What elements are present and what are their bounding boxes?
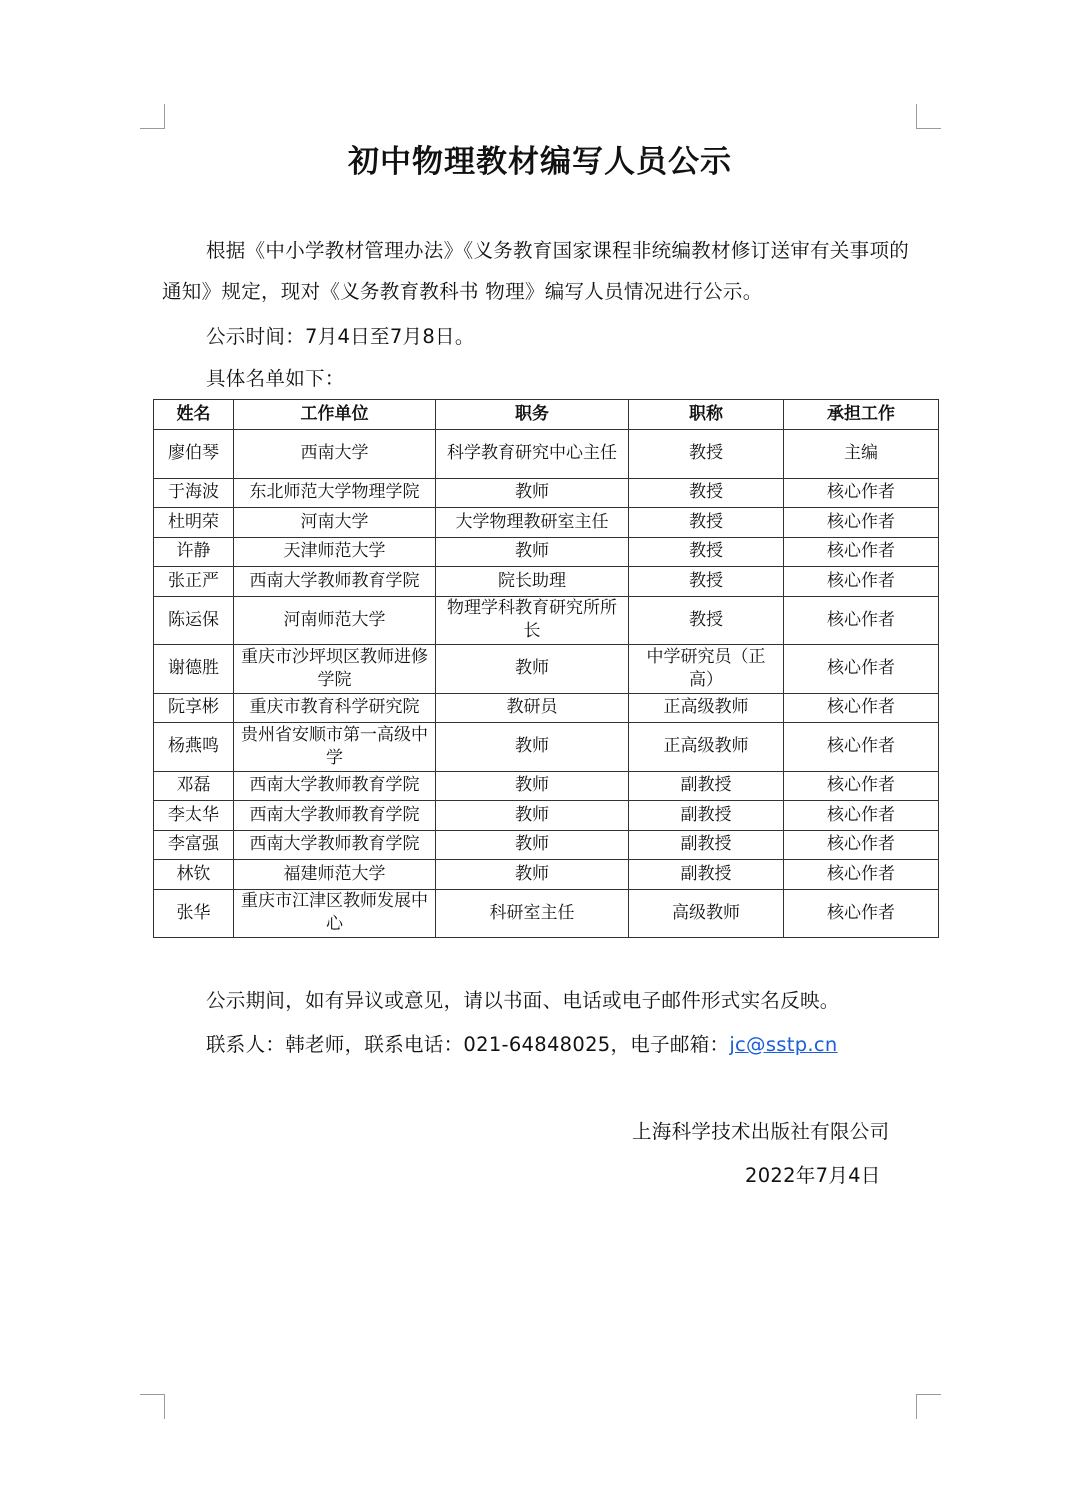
cell-title: 副教授 <box>629 801 784 831</box>
table-row <box>154 645 939 694</box>
cell-name: 李太华 <box>154 801 234 831</box>
header-name: 姓名 <box>154 400 234 430</box>
list-intro: 具体名单如下： <box>206 367 345 390</box>
cell-title: 教授 <box>629 508 784 538</box>
cell-position: 教师 <box>436 771 629 801</box>
table-row <box>154 537 939 567</box>
cell-position: 大学物理教研室主任 <box>436 508 629 538</box>
cell-name: 于海波 <box>154 478 234 508</box>
page-title: 初中物理教材编写人员公示 <box>348 144 732 180</box>
cell-name: 杨燕鸣 <box>154 723 234 772</box>
crop-mark-bottom-left <box>140 1394 165 1419</box>
cell-workplace: 重庆市教育科学研究院 <box>234 693 436 723</box>
cell-title: 教授 <box>629 567 784 597</box>
crop-mark-top-right <box>916 104 941 129</box>
cell-position: 教师 <box>436 645 629 694</box>
cell-role: 核心作者 <box>784 723 939 772</box>
cell-workplace: 贵州省安顺市第一高级中学 <box>234 723 436 772</box>
cell-title: 教授 <box>629 430 784 479</box>
contact-line <box>162 1024 922 1065</box>
cell-name: 李富强 <box>154 830 234 860</box>
cell-title: 副教授 <box>629 860 784 890</box>
cell-name: 张华 <box>154 889 234 938</box>
cell-title: 副教授 <box>629 830 784 860</box>
table-row <box>154 801 939 831</box>
table-header-row <box>154 400 939 430</box>
cell-role: 核心作者 <box>784 693 939 723</box>
cell-position: 教师 <box>436 860 629 890</box>
header-title: 职称 <box>629 400 784 430</box>
email-link[interactable]: jc@sstp.cn <box>729 1033 838 1056</box>
cell-role: 核心作者 <box>784 645 939 694</box>
cell-workplace: 西南大学教师教育学院 <box>234 771 436 801</box>
cell-workplace: 西南大学 <box>234 430 436 479</box>
crop-mark-top-left <box>140 104 165 129</box>
cell-position: 教师 <box>436 801 629 831</box>
table-row <box>154 771 939 801</box>
cell-workplace: 重庆市沙坪坝区教师进修学院 <box>234 645 436 694</box>
cell-role: 核心作者 <box>784 508 939 538</box>
cell-workplace: 天津师范大学 <box>234 537 436 567</box>
cell-name: 陈运保 <box>154 596 234 645</box>
table-row <box>154 508 939 538</box>
cell-role: 核心作者 <box>784 771 939 801</box>
cell-workplace: 西南大学教师教育学院 <box>234 567 436 597</box>
cell-position: 教师 <box>436 723 629 772</box>
cell-name: 张正严 <box>154 567 234 597</box>
cell-title: 高级教师 <box>629 889 784 938</box>
cell-workplace: 河南师范大学 <box>234 596 436 645</box>
cell-name: 阮享彬 <box>154 693 234 723</box>
cell-name: 廖伯琴 <box>154 430 234 479</box>
cell-position: 科学教育研究中心主任 <box>436 430 629 479</box>
cell-role: 核心作者 <box>784 537 939 567</box>
cell-position: 教师 <box>436 537 629 567</box>
publicity-period: 公示时间：7月4日至7月8日。 <box>206 325 475 348</box>
cell-name: 谢德胜 <box>154 645 234 694</box>
header-position: 职务 <box>436 400 629 430</box>
table-row <box>154 860 939 890</box>
table-row <box>154 430 939 479</box>
cell-role: 核心作者 <box>784 801 939 831</box>
intro-paragraph: 根据《中小学教材管理办法》《义务教育国家课程非统编教材修订送审有关事项的通知》规定，现对《义务教育教科书 物理》编写人员情况进行公示。 <box>162 239 910 303</box>
cell-position: 科研室主任 <box>436 889 629 938</box>
cell-name: 邓磊 <box>154 771 234 801</box>
cell-title: 教授 <box>629 478 784 508</box>
cell-workplace: 西南大学教师教育学院 <box>234 830 436 860</box>
objection-note: 公示期间，如有异议或意见，请以书面、电话或电子邮件形式实名反映。 <box>206 989 840 1012</box>
cell-role: 主编 <box>784 430 939 479</box>
cell-name: 许静 <box>154 537 234 567</box>
cell-position: 院长助理 <box>436 567 629 597</box>
cell-title: 教授 <box>629 596 784 645</box>
cell-position: 教师 <box>436 830 629 860</box>
header-role: 承担工作 <box>784 400 939 430</box>
cell-title: 中学研究员（正高） <box>629 645 784 694</box>
cell-workplace: 东北师范大学物理学院 <box>234 478 436 508</box>
header-workplace: 工作单位 <box>234 400 436 430</box>
table-row <box>154 478 939 508</box>
table-row <box>154 596 939 645</box>
table-row <box>154 567 939 597</box>
cell-role: 核心作者 <box>784 478 939 508</box>
table-row <box>154 723 939 772</box>
cell-position: 教师 <box>436 478 629 508</box>
cell-workplace: 重庆市江津区教师发展中心 <box>234 889 436 938</box>
contact-text: 联系人：韩老师，联系电话：021-64848025，电子邮箱： <box>206 1033 730 1056</box>
cell-workplace: 福建师范大学 <box>234 860 436 890</box>
staff-table <box>153 399 939 938</box>
cell-position: 物理学科教育研究所所长 <box>436 596 629 645</box>
cell-role: 核心作者 <box>784 830 939 860</box>
signature-company: 上海科学技术出版社有限公司 <box>632 1120 890 1143</box>
table-row <box>154 830 939 860</box>
cell-name: 林钦 <box>154 860 234 890</box>
cell-position: 教研员 <box>436 693 629 723</box>
cell-role: 核心作者 <box>784 596 939 645</box>
cell-workplace: 西南大学教师教育学院 <box>234 801 436 831</box>
cell-title: 正高级教师 <box>629 693 784 723</box>
cell-title: 副教授 <box>629 771 784 801</box>
cell-role: 核心作者 <box>784 889 939 938</box>
cell-workplace: 河南大学 <box>234 508 436 538</box>
table-row <box>154 693 939 723</box>
signature-date: 2022年7月4日 <box>745 1164 881 1187</box>
cell-title: 教授 <box>629 537 784 567</box>
cell-name: 杜明荣 <box>154 508 234 538</box>
cell-title: 正高级教师 <box>629 723 784 772</box>
table-row <box>154 889 939 938</box>
crop-mark-bottom-right <box>916 1394 941 1419</box>
cell-role: 核心作者 <box>784 860 939 890</box>
cell-role: 核心作者 <box>784 567 939 597</box>
